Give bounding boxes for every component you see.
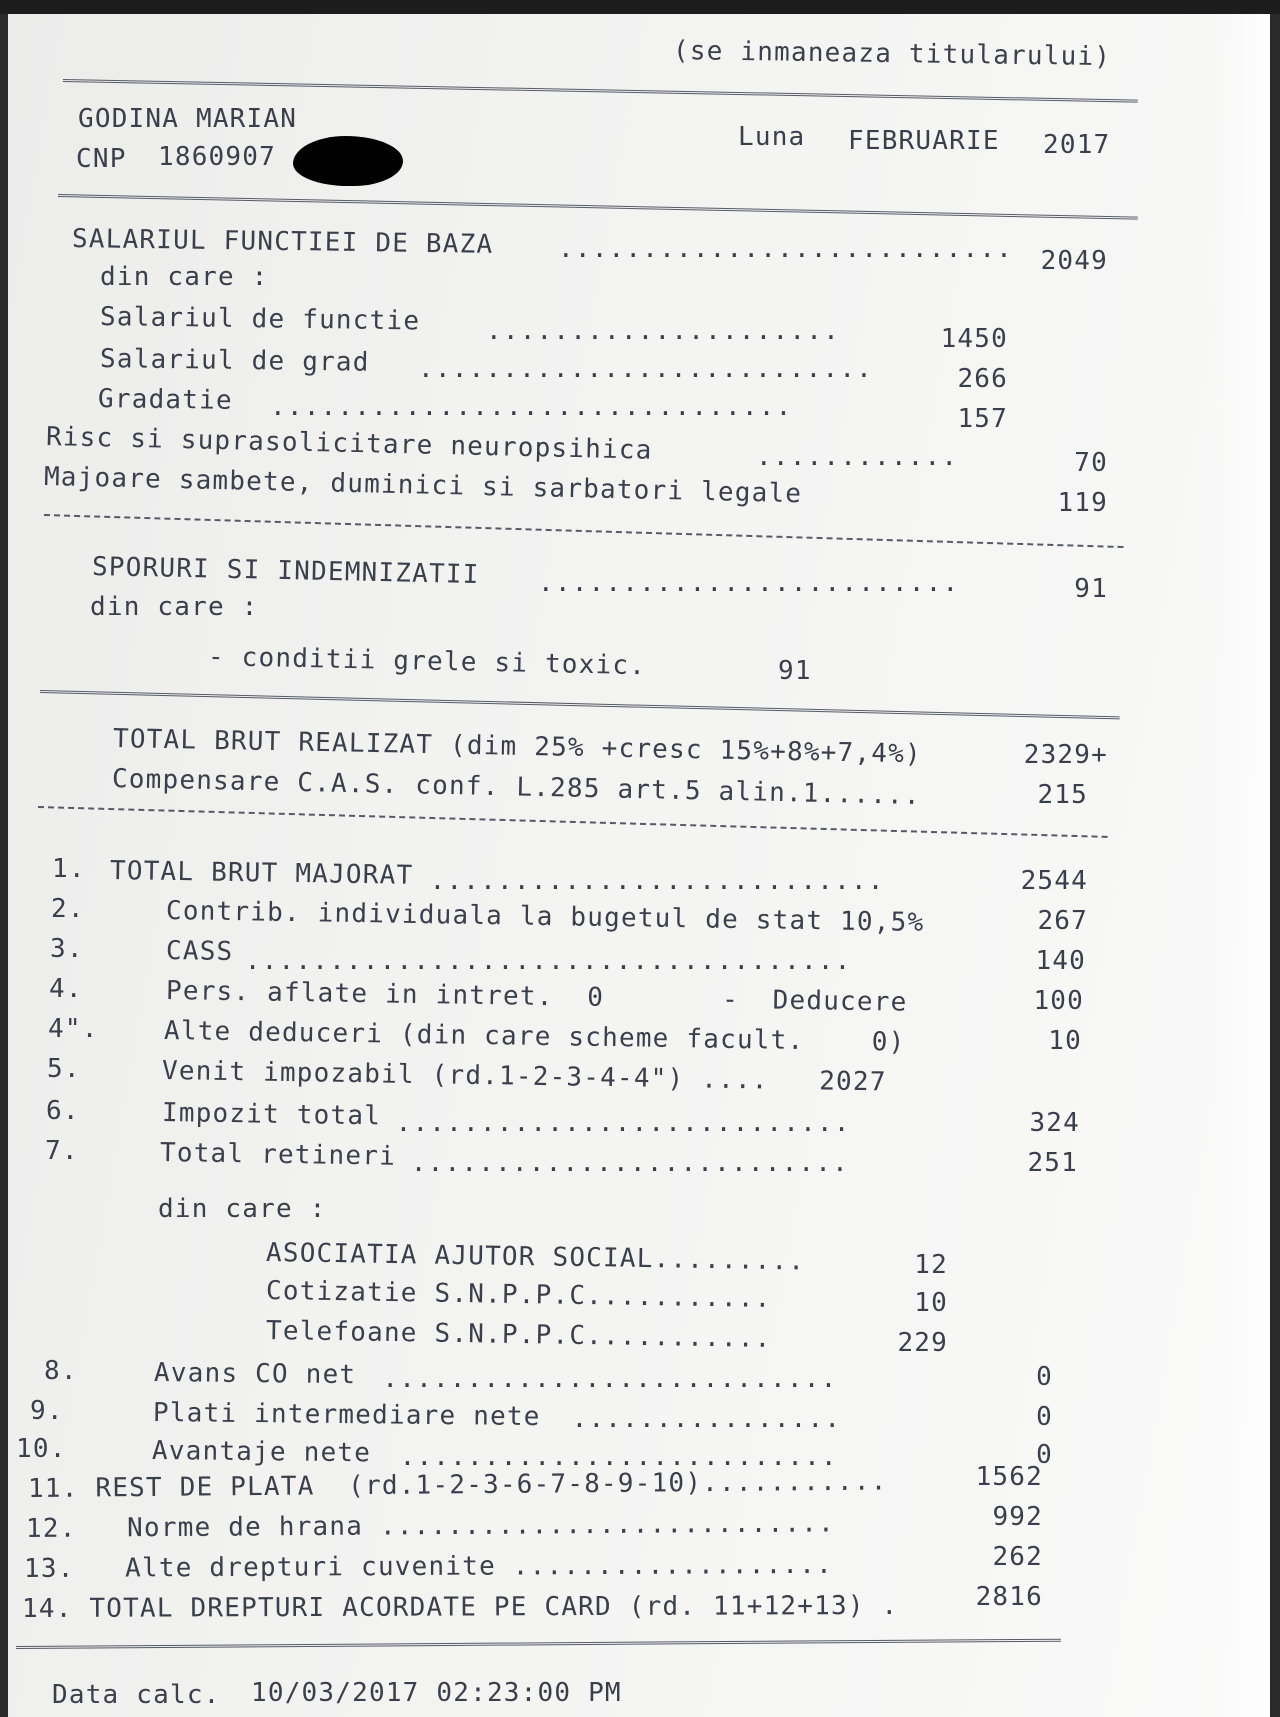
line-label: Avantaje nete bbox=[151, 1436, 372, 1469]
line-number: 2. bbox=[51, 894, 85, 924]
line-value: 0 bbox=[1036, 1362, 1053, 1392]
risc-label: Risc si suprasolicitare neuropsihica bbox=[45, 422, 653, 466]
item-salariul-functie-value: 1450 bbox=[940, 324, 1008, 354]
base-salary-dots: ........................... bbox=[558, 234, 1014, 264]
base-salary-title: SALARIUL FUNCTIEI DE BAZA bbox=[71, 224, 494, 260]
item-salariul-grad-value: 266 bbox=[957, 364, 1008, 394]
retinere-label: Telefoane S.N.P.P.C........... bbox=[265, 1316, 772, 1354]
line-label: Avans CO net bbox=[153, 1358, 357, 1391]
final-line-label: 11. REST DE PLATA (rd.1-2-3-6-7-8-9-10)........... bbox=[27, 1466, 888, 1504]
line-number: 4". bbox=[48, 1014, 99, 1044]
risc-value: 70 bbox=[1074, 448, 1108, 478]
risc-dots: ............ bbox=[756, 442, 959, 472]
sporuri-value: 91 bbox=[1074, 574, 1108, 604]
item-gradatie-dots: ............................... bbox=[270, 392, 793, 422]
line-value: 324 bbox=[1029, 1108, 1080, 1138]
cnp-value: 1860907 bbox=[158, 142, 276, 172]
line-value: 100 bbox=[1033, 986, 1084, 1016]
retinere-value: 229 bbox=[897, 1328, 948, 1358]
line-label: TOTAL BRUT MAJORAT bbox=[109, 856, 414, 891]
final-line-value: 1562 bbox=[975, 1462, 1043, 1492]
sporuri-item-value: 91 bbox=[778, 656, 812, 686]
month-label: Luna bbox=[738, 122, 806, 152]
retinere-value: 12 bbox=[914, 1250, 948, 1280]
line-number: 1. bbox=[52, 854, 86, 884]
sheet-edge-highlight bbox=[1210, 14, 1270, 1717]
divider-totals bbox=[38, 806, 1108, 838]
line-number: 3. bbox=[50, 934, 84, 964]
line-label: Plati intermediare nete bbox=[152, 1398, 541, 1433]
final-line-value: 262 bbox=[992, 1542, 1043, 1572]
sporuri-din-care: din care : bbox=[90, 592, 259, 622]
item-gradatie-value: 157 bbox=[957, 404, 1008, 434]
retinere-value: 10 bbox=[914, 1288, 948, 1318]
line-number: 6. bbox=[46, 1096, 80, 1126]
line-value: 251 bbox=[1027, 1148, 1078, 1178]
retineri-din-care: din care : bbox=[158, 1194, 327, 1224]
line-number: 9. bbox=[30, 1396, 64, 1426]
retinere-label: ASOCIATIA AJUTOR SOCIAL......... bbox=[265, 1238, 806, 1277]
line-value: 0 bbox=[1036, 1402, 1053, 1432]
line-number: 10. bbox=[16, 1434, 67, 1464]
header-note: (se inmaneaza titularului) bbox=[672, 36, 1112, 73]
compensare-label: Compensare C.A.S. conf. L.285 art.5 alin.1...... bbox=[111, 764, 922, 811]
line-value: 267 bbox=[1037, 906, 1088, 936]
line-dots: ........................... bbox=[429, 866, 885, 896]
line-label: Impozit total bbox=[161, 1098, 382, 1132]
base-din-care: din care : bbox=[100, 262, 269, 292]
total-brut-label: TOTAL BRUT REALIZAT (dim 25% +cresc 15%+8%+7,4%) bbox=[112, 724, 923, 770]
line-dots: ................ bbox=[571, 1404, 842, 1434]
line-dots: ........................... bbox=[395, 1108, 851, 1138]
final-line-value: 2816 bbox=[975, 1582, 1043, 1612]
sporuri-item-label: - conditii grele si toxic. bbox=[207, 642, 647, 682]
item-gradatie: Gradatie bbox=[97, 384, 234, 416]
final-line-label: 12. Norme de hrana ........................... bbox=[25, 1508, 836, 1544]
item-salariul-functie: Salariul de functie bbox=[99, 302, 421, 337]
line-dots: .......................... bbox=[410, 1148, 849, 1178]
divider-bottom bbox=[16, 1639, 1061, 1649]
item-salariul-grad: Salariul de grad bbox=[99, 344, 370, 378]
item-salariul-functie-dots: ..................... bbox=[486, 316, 840, 346]
line-label: Venit impozabil (rd.1-2-3-4-4") .... 2027 bbox=[161, 1056, 887, 1098]
sporuri-title: SPORURI SI INDEMNIZATII bbox=[91, 552, 480, 591]
final-line-label: 14. TOTAL DREPTURI ACORDATE PE CARD (rd. 11+12+13) . bbox=[21, 1590, 899, 1624]
majoare-value: 119 bbox=[1057, 488, 1108, 518]
retinere-label: Cotizatie S.N.P.P.C........... bbox=[265, 1276, 772, 1314]
divider-header bbox=[58, 194, 1138, 220]
final-line-label: 13. Alte drepturi cuvenite ................... bbox=[23, 1549, 834, 1584]
line-label: Alte deduceri (din care scheme facult. 0) bbox=[163, 1016, 906, 1058]
divider-sporuri bbox=[40, 690, 1120, 719]
majoare-label: Majoare sambete, duminici si sarbatori legale bbox=[43, 462, 803, 510]
line-label: CASS bbox=[165, 936, 234, 968]
date-value: 10/03/2017 02:23:00 PM bbox=[251, 1678, 622, 1708]
line-value: 0 bbox=[1036, 1440, 1053, 1470]
line-label: Pers. aflate in intret. 0 - Deducere bbox=[165, 976, 908, 1018]
line-number: 8. bbox=[44, 1356, 78, 1386]
line-number: 4. bbox=[49, 974, 83, 1004]
sporuri-dots: ......................... bbox=[538, 568, 960, 598]
compensare-value: 215 bbox=[1037, 780, 1088, 810]
payslip-sheet bbox=[8, 14, 1270, 1717]
line-value: 2544 bbox=[1020, 866, 1088, 896]
year-value: 2017 bbox=[1043, 130, 1111, 160]
divider-top bbox=[63, 79, 1138, 103]
base-salary-value: 2049 bbox=[1040, 246, 1108, 276]
total-brut-value: 2329+ bbox=[1023, 740, 1108, 770]
line-dots: .................................... bbox=[244, 946, 852, 976]
final-line-value: 992 bbox=[992, 1502, 1043, 1532]
top-dark-bar bbox=[0, 0, 1280, 14]
line-label: Contrib. individuala la bugetul de stat 10,5% bbox=[165, 896, 925, 938]
line-dots: .......................... bbox=[399, 1442, 838, 1472]
item-salariul-grad-dots: ........................... bbox=[418, 354, 874, 384]
line-label: Total retineri bbox=[159, 1138, 397, 1172]
divider-base bbox=[44, 514, 1124, 548]
cnp-label: CNP bbox=[76, 144, 127, 174]
line-dots: ........................... bbox=[382, 1364, 838, 1394]
date-label: Data calc. bbox=[52, 1680, 221, 1710]
line-number: 7. bbox=[45, 1136, 79, 1166]
employee-name: GODINA MARIAN bbox=[78, 104, 298, 134]
redaction-mark bbox=[293, 136, 403, 186]
line-value: 140 bbox=[1035, 946, 1086, 976]
line-value: 10 bbox=[1048, 1026, 1082, 1056]
line-number: 5. bbox=[47, 1054, 81, 1084]
month-value: FEBRUARIE bbox=[848, 126, 1000, 156]
